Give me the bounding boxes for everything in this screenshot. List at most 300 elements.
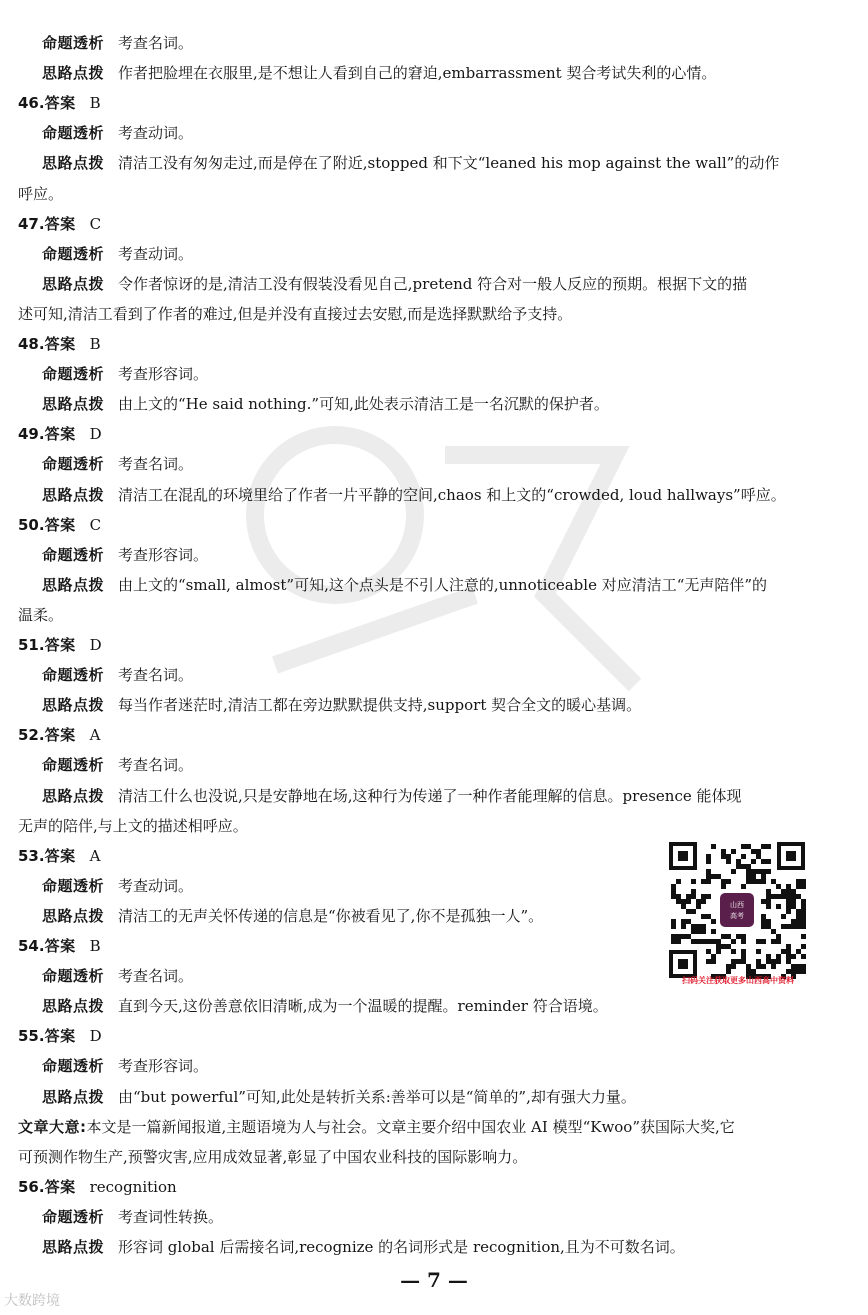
qr-module bbox=[711, 939, 716, 944]
qr-module bbox=[766, 959, 771, 964]
qr-module bbox=[796, 914, 801, 919]
qr-module bbox=[801, 919, 806, 924]
qr-module bbox=[706, 879, 711, 884]
qr-module bbox=[716, 949, 721, 954]
qr-module bbox=[706, 859, 711, 864]
qr-module bbox=[686, 899, 691, 904]
qr-module bbox=[761, 899, 766, 904]
hint-text: 由上文的“He said nothing.”可知,此处表示清洁工是一名沉默的保护者。 bbox=[118, 395, 609, 413]
question-number: 52. bbox=[18, 726, 45, 744]
qr-module bbox=[691, 929, 696, 934]
qr-module bbox=[696, 899, 701, 904]
hint-label: 思路点拨 bbox=[42, 395, 105, 413]
qr-module bbox=[801, 954, 806, 959]
qr-module bbox=[751, 869, 756, 874]
qr-module bbox=[791, 964, 796, 969]
qr-module bbox=[771, 939, 776, 944]
analysis-label: 命题透析 bbox=[42, 365, 105, 383]
qr-module bbox=[796, 919, 801, 924]
qr-module bbox=[781, 924, 786, 929]
hint-text: 每当作者迷茫时,清洁工都在旁边默默提供支持,support 契合全文的暖心基调。 bbox=[118, 696, 642, 714]
hint-label: 思路点拨 bbox=[42, 154, 105, 172]
analysis-line bbox=[42, 244, 193, 264]
answer-label: 答案 bbox=[44, 1178, 76, 1196]
continuation-line bbox=[18, 184, 63, 204]
analysis-label: 命题透析 bbox=[42, 34, 105, 52]
answer-label: 答案 bbox=[44, 425, 76, 443]
analysis-label: 命题透析 bbox=[42, 1208, 105, 1226]
qr-module bbox=[761, 914, 766, 919]
answer-label: 答案 bbox=[44, 726, 76, 744]
analysis-text: 考查动词。 bbox=[118, 877, 194, 895]
qr-module bbox=[751, 859, 756, 864]
qr-module bbox=[751, 879, 756, 884]
qr-module bbox=[796, 924, 801, 929]
qr-module bbox=[676, 899, 681, 904]
qr-module bbox=[766, 869, 771, 874]
analysis-text: 考查动词。 bbox=[118, 245, 194, 263]
summary-continuation bbox=[18, 1147, 527, 1167]
qr-module bbox=[756, 869, 761, 874]
hint-line bbox=[42, 394, 609, 414]
qr-module bbox=[796, 949, 801, 954]
qr-module bbox=[761, 924, 766, 929]
qr-module bbox=[696, 904, 701, 909]
qr-module bbox=[686, 894, 691, 899]
qr-module bbox=[711, 874, 716, 879]
qr-module bbox=[766, 954, 771, 959]
qr-module bbox=[691, 909, 696, 914]
qr-module bbox=[741, 854, 746, 859]
qr-module bbox=[746, 969, 751, 974]
hint-label: 思路点拨 bbox=[42, 787, 105, 805]
qr-module bbox=[671, 934, 676, 939]
qr-module bbox=[696, 939, 701, 944]
answer-label: 答案 bbox=[44, 937, 76, 955]
summary-line bbox=[18, 1117, 735, 1137]
qr-module bbox=[786, 889, 791, 894]
answer-value: recognition bbox=[89, 1178, 177, 1196]
analysis-line bbox=[42, 966, 193, 986]
qr-module bbox=[726, 944, 731, 949]
analysis-text: 考查词性转换。 bbox=[118, 1208, 224, 1226]
qr-module bbox=[786, 884, 791, 889]
qr-module bbox=[781, 914, 786, 919]
qr-module bbox=[776, 894, 781, 899]
qr-module bbox=[791, 954, 796, 959]
analysis-line bbox=[42, 876, 193, 896]
hint-text: 清洁工的无声关怀传递的信息是“你被看见了,你不是孤独一人”。 bbox=[118, 907, 544, 925]
qr-module bbox=[756, 949, 761, 954]
hint-text: 清洁工在混乱的环境里给了作者一片平静的空间,chaos 和上文的“crowded, loud hallways”呼应。 bbox=[118, 486, 786, 504]
hint-line bbox=[42, 996, 608, 1016]
qr-module bbox=[766, 844, 771, 849]
qr-module bbox=[791, 894, 796, 899]
qr-module bbox=[801, 879, 806, 884]
hint-text: 令作者惊讶的是,清洁工没有假装没看见自己,pretend 符合对一般人反应的预期。根据下文的描 bbox=[118, 275, 748, 293]
answer-line bbox=[18, 93, 101, 113]
qr-module bbox=[726, 934, 731, 939]
analysis-label: 命题透析 bbox=[42, 756, 105, 774]
qr-module bbox=[726, 879, 731, 884]
qr-module bbox=[726, 859, 731, 864]
answer-line bbox=[18, 1177, 177, 1197]
qr-module bbox=[766, 899, 771, 904]
qr-module bbox=[786, 954, 791, 959]
hint-label: 思路点拨 bbox=[42, 486, 105, 504]
analysis-label: 命题透析 bbox=[42, 455, 105, 473]
question-number: 50. bbox=[18, 516, 45, 534]
qr-module bbox=[711, 959, 716, 964]
qr-module bbox=[741, 939, 746, 944]
qr-center-text-2: 高考 bbox=[730, 912, 744, 920]
qr-module bbox=[771, 879, 776, 884]
continuation-line bbox=[18, 304, 572, 324]
qr-module bbox=[676, 934, 681, 939]
qr-module bbox=[801, 914, 806, 919]
qr-module bbox=[746, 864, 751, 869]
answer-label: 答案 bbox=[44, 215, 76, 233]
qr-module bbox=[761, 919, 766, 924]
analysis-line bbox=[42, 1056, 208, 1076]
analysis-text: 考查形容词。 bbox=[118, 365, 209, 383]
hint-label: 思路点拨 bbox=[42, 64, 105, 82]
qr-module bbox=[791, 924, 796, 929]
qr-module bbox=[706, 869, 711, 874]
qr-module bbox=[801, 904, 806, 909]
qr-module bbox=[796, 909, 801, 914]
qr-module bbox=[766, 919, 771, 924]
analysis-label: 命题透析 bbox=[42, 967, 105, 985]
qr-module bbox=[671, 889, 676, 894]
qr-module bbox=[801, 884, 806, 889]
qr-module bbox=[746, 964, 751, 969]
qr-module bbox=[731, 939, 736, 944]
answer-label: 答案 bbox=[44, 1027, 76, 1045]
qr-module bbox=[761, 869, 766, 874]
qr-module bbox=[671, 884, 676, 889]
continuation-line bbox=[18, 605, 63, 625]
qr-module bbox=[671, 919, 676, 924]
qr-center-text-1: 山西 bbox=[730, 901, 744, 909]
watermark-graphic bbox=[215, 395, 665, 735]
qr-module bbox=[706, 939, 711, 944]
page-number: — 7 — bbox=[400, 1268, 468, 1292]
hint-line bbox=[42, 153, 779, 173]
qr-module bbox=[771, 964, 776, 969]
continuation-text: 呼应。 bbox=[18, 185, 64, 203]
question-number: 54. bbox=[18, 937, 45, 955]
question-number: 55. bbox=[18, 1027, 45, 1045]
qr-module bbox=[741, 954, 746, 959]
qr-module bbox=[716, 874, 721, 879]
qr-module bbox=[696, 929, 701, 934]
answer-value: D bbox=[89, 1027, 102, 1045]
answer-value: A bbox=[89, 726, 101, 744]
answer-line bbox=[18, 1026, 102, 1046]
qr-module bbox=[786, 969, 791, 974]
qr-module bbox=[751, 969, 756, 974]
hint-text: 直到今天,这份善意依旧清晰,成为一个温暖的提醒。reminder 符合语境。 bbox=[118, 997, 608, 1015]
qr-module bbox=[681, 924, 686, 929]
qr-module bbox=[801, 899, 806, 904]
question-number: 47. bbox=[18, 215, 45, 233]
hint-line bbox=[42, 485, 786, 505]
qr-module bbox=[766, 904, 771, 909]
qr-module bbox=[731, 849, 736, 854]
qr-module bbox=[756, 879, 761, 884]
qr-module bbox=[731, 964, 736, 969]
answer-line bbox=[18, 515, 101, 535]
qr-module bbox=[796, 964, 801, 969]
summary-text: 本文是一篇新闻报道,主题语境为人与社会。文章主要介绍中国农业 AI 模型“Kwoo”获国际大奖,它 bbox=[86, 1118, 735, 1136]
qr-module bbox=[691, 939, 696, 944]
analysis-text: 考查名词。 bbox=[118, 455, 194, 473]
qr-module bbox=[726, 854, 731, 859]
analysis-line bbox=[42, 545, 208, 565]
qr-module bbox=[746, 879, 751, 884]
answer-value: C bbox=[89, 516, 102, 534]
qr-module bbox=[776, 939, 781, 944]
answer-label: 答案 bbox=[44, 335, 76, 353]
qr-module bbox=[791, 969, 796, 974]
qr-module bbox=[711, 919, 716, 924]
qr-module bbox=[766, 924, 771, 929]
qr-module bbox=[721, 944, 726, 949]
qr-module bbox=[761, 859, 766, 864]
qr-module bbox=[771, 894, 776, 899]
answer-label: 答案 bbox=[44, 636, 76, 654]
qr-module bbox=[691, 879, 696, 884]
answer-label: 答案 bbox=[44, 94, 76, 112]
qr-module bbox=[681, 899, 686, 904]
qr-module bbox=[716, 944, 721, 949]
qr-module bbox=[676, 879, 681, 884]
analysis-label: 命题透析 bbox=[42, 877, 105, 895]
hint-text: 由上文的“small, almost”可知,这个点头是不引人注意的,unnoticeable 对应清洁工“无声陪伴”的 bbox=[118, 576, 768, 594]
qr-module bbox=[736, 859, 741, 864]
analysis-text: 考查名词。 bbox=[118, 756, 194, 774]
qr-module bbox=[796, 879, 801, 884]
answer-value: B bbox=[89, 94, 101, 112]
answer-label: 答案 bbox=[44, 516, 76, 534]
hint-text: 形容词 global 后需接名词,recognize 的名词形式是 recognition,且为不可数名词。 bbox=[118, 1238, 685, 1256]
question-number: 56. bbox=[18, 1178, 45, 1196]
hint-line bbox=[42, 906, 543, 926]
qr-module bbox=[786, 944, 791, 949]
qr-module bbox=[736, 934, 741, 939]
hint-line bbox=[42, 575, 767, 595]
qr-module bbox=[776, 954, 781, 959]
qr-module bbox=[731, 869, 736, 874]
qr-module bbox=[696, 924, 701, 929]
continuation-text: 述可知,清洁工看到了作者的难过,但是并没有直接过去安慰,而是选择默默给予支持。 bbox=[18, 305, 573, 323]
qr-module bbox=[801, 924, 806, 929]
qr-module bbox=[741, 934, 746, 939]
hint-text: 清洁工什么也没说,只是安静地在场,这种行为传递了一种作者能理解的信息。presence 能体现 bbox=[118, 787, 742, 805]
answer-value: C bbox=[89, 215, 102, 233]
qr-module bbox=[701, 899, 706, 904]
hint-line bbox=[42, 1237, 685, 1257]
analysis-line bbox=[42, 454, 193, 474]
qr-module bbox=[731, 949, 736, 954]
qr-module bbox=[791, 904, 796, 909]
qr-module bbox=[721, 879, 726, 884]
analysis-text: 考查名词。 bbox=[118, 967, 194, 985]
analysis-text: 考查形容词。 bbox=[118, 1057, 209, 1075]
hint-label: 思路点拨 bbox=[42, 1088, 105, 1106]
question-number: 49. bbox=[18, 425, 45, 443]
qr-module bbox=[711, 954, 716, 959]
corner-logo: 大数跨境 bbox=[4, 1293, 60, 1309]
qr-module bbox=[801, 964, 806, 969]
qr-module bbox=[671, 924, 676, 929]
qr-module bbox=[716, 939, 721, 944]
qr-module bbox=[726, 964, 731, 969]
qr-module bbox=[701, 924, 706, 929]
analysis-line bbox=[42, 665, 193, 685]
answer-line bbox=[18, 334, 101, 354]
qr-module bbox=[761, 939, 766, 944]
qr-module bbox=[706, 854, 711, 859]
qr-module bbox=[721, 884, 726, 889]
analysis-label: 命题透析 bbox=[42, 124, 105, 142]
qr-module bbox=[756, 959, 761, 964]
hint-line bbox=[42, 1087, 636, 1107]
qr-module bbox=[741, 949, 746, 954]
qr-module bbox=[681, 934, 686, 939]
qr-module bbox=[801, 969, 806, 974]
qr-module bbox=[741, 864, 746, 869]
qr-module bbox=[781, 889, 786, 894]
answer-line bbox=[18, 635, 102, 655]
answer-line bbox=[18, 846, 100, 866]
analysis-label: 命题透析 bbox=[42, 1057, 105, 1075]
qr-module bbox=[786, 899, 791, 904]
hint-label: 思路点拨 bbox=[42, 576, 105, 594]
hint-label: 思路点拨 bbox=[42, 1238, 105, 1256]
qr-module bbox=[761, 879, 766, 884]
qr-module bbox=[776, 959, 781, 964]
qr-module bbox=[756, 964, 761, 969]
qr-module bbox=[801, 934, 806, 939]
answer-line bbox=[18, 424, 102, 444]
answer-label: 答案 bbox=[44, 847, 76, 865]
qr-code[interactable] bbox=[667, 840, 807, 988]
answer-value: D bbox=[89, 636, 102, 654]
qr-module bbox=[776, 884, 781, 889]
qr-module bbox=[786, 924, 791, 929]
qr-module bbox=[761, 964, 766, 969]
qr-module bbox=[726, 969, 731, 974]
qr-module bbox=[736, 864, 741, 869]
qr-module bbox=[761, 844, 766, 849]
summary-label: 文章大意: bbox=[18, 1118, 87, 1136]
analysis-line bbox=[42, 123, 193, 143]
qr-module bbox=[756, 939, 761, 944]
qr-module bbox=[781, 949, 786, 954]
hint-label: 思路点拨 bbox=[42, 997, 105, 1015]
qr-module bbox=[761, 874, 766, 879]
qr-module bbox=[751, 849, 756, 854]
hint-label: 思路点拨 bbox=[42, 696, 105, 714]
qr-module bbox=[801, 944, 806, 949]
qr-caption: 扫码关注获取更多山西高中资料 bbox=[682, 976, 794, 985]
analysis-line bbox=[42, 364, 208, 384]
analysis-line bbox=[42, 33, 193, 53]
continuation-line bbox=[18, 816, 248, 836]
qr-module bbox=[706, 914, 711, 919]
qr-module bbox=[786, 959, 791, 964]
qr-module bbox=[741, 884, 746, 889]
question-number: 48. bbox=[18, 335, 45, 353]
qr-module bbox=[771, 959, 776, 964]
analysis-label: 命题透析 bbox=[42, 666, 105, 684]
qr-module bbox=[771, 929, 776, 934]
qr-module bbox=[701, 914, 706, 919]
qr-module bbox=[786, 904, 791, 909]
qr-module bbox=[741, 959, 746, 964]
summary-continuation-text: 可预测作物生产,预警灾害,应用成效显著,彰显了中国农业科技的国际影响力。 bbox=[18, 1148, 528, 1166]
hint-line bbox=[42, 695, 641, 715]
answer-value: B bbox=[89, 937, 101, 955]
qr-module bbox=[801, 909, 806, 914]
qr-module bbox=[786, 949, 791, 954]
qr-module bbox=[766, 859, 771, 864]
qr-module bbox=[746, 844, 751, 849]
qr-module bbox=[671, 939, 676, 944]
qr-module bbox=[721, 849, 726, 854]
qr-module bbox=[676, 894, 681, 899]
qr-module bbox=[791, 889, 796, 894]
qr-module bbox=[796, 969, 801, 974]
qr-module bbox=[686, 934, 691, 939]
qr-module bbox=[791, 919, 796, 924]
qr-module bbox=[731, 959, 736, 964]
answer-value: B bbox=[89, 335, 101, 353]
qr-module bbox=[766, 889, 771, 894]
qr-module bbox=[701, 939, 706, 944]
hint-text: 清洁工没有匆匆走过,而是停在了附近,stopped 和下文“leaned his mop against the wall”的动作 bbox=[118, 154, 780, 172]
qr-module bbox=[776, 934, 781, 939]
qr-module bbox=[796, 884, 801, 889]
answer-line bbox=[18, 214, 101, 234]
qr-module bbox=[746, 869, 751, 874]
qr-module bbox=[691, 924, 696, 929]
hint-label: 思路点拨 bbox=[42, 907, 105, 925]
qr-module bbox=[751, 874, 756, 879]
qr-module bbox=[686, 909, 691, 914]
analysis-text: 考查名词。 bbox=[118, 34, 194, 52]
continuation-text: 无声的陪伴,与上文的描述相呼应。 bbox=[18, 817, 248, 835]
qr-module bbox=[756, 854, 761, 859]
hint-text: 作者把脸埋在衣服里,是不想让人看到自己的窘迫,embarrassment 契合考试失利的心情。 bbox=[118, 64, 717, 82]
hint-label: 思路点拨 bbox=[42, 275, 105, 293]
qr-module bbox=[706, 959, 711, 964]
analysis-label: 命题透析 bbox=[42, 245, 105, 263]
continuation-text: 温柔。 bbox=[18, 606, 64, 624]
question-number: 46. bbox=[18, 94, 45, 112]
qr-module bbox=[711, 929, 716, 934]
qr-module bbox=[701, 929, 706, 934]
analysis-text: 考查动词。 bbox=[118, 124, 194, 142]
qr-module bbox=[721, 854, 726, 859]
qr-module bbox=[686, 919, 691, 924]
qr-module bbox=[756, 849, 761, 854]
qr-module bbox=[796, 894, 801, 899]
hint-line bbox=[42, 274, 747, 294]
hint-text: 由“but powerful”可知,此处是转折关系:善举可以是“简单的”,却有强大力量。 bbox=[118, 1088, 636, 1106]
